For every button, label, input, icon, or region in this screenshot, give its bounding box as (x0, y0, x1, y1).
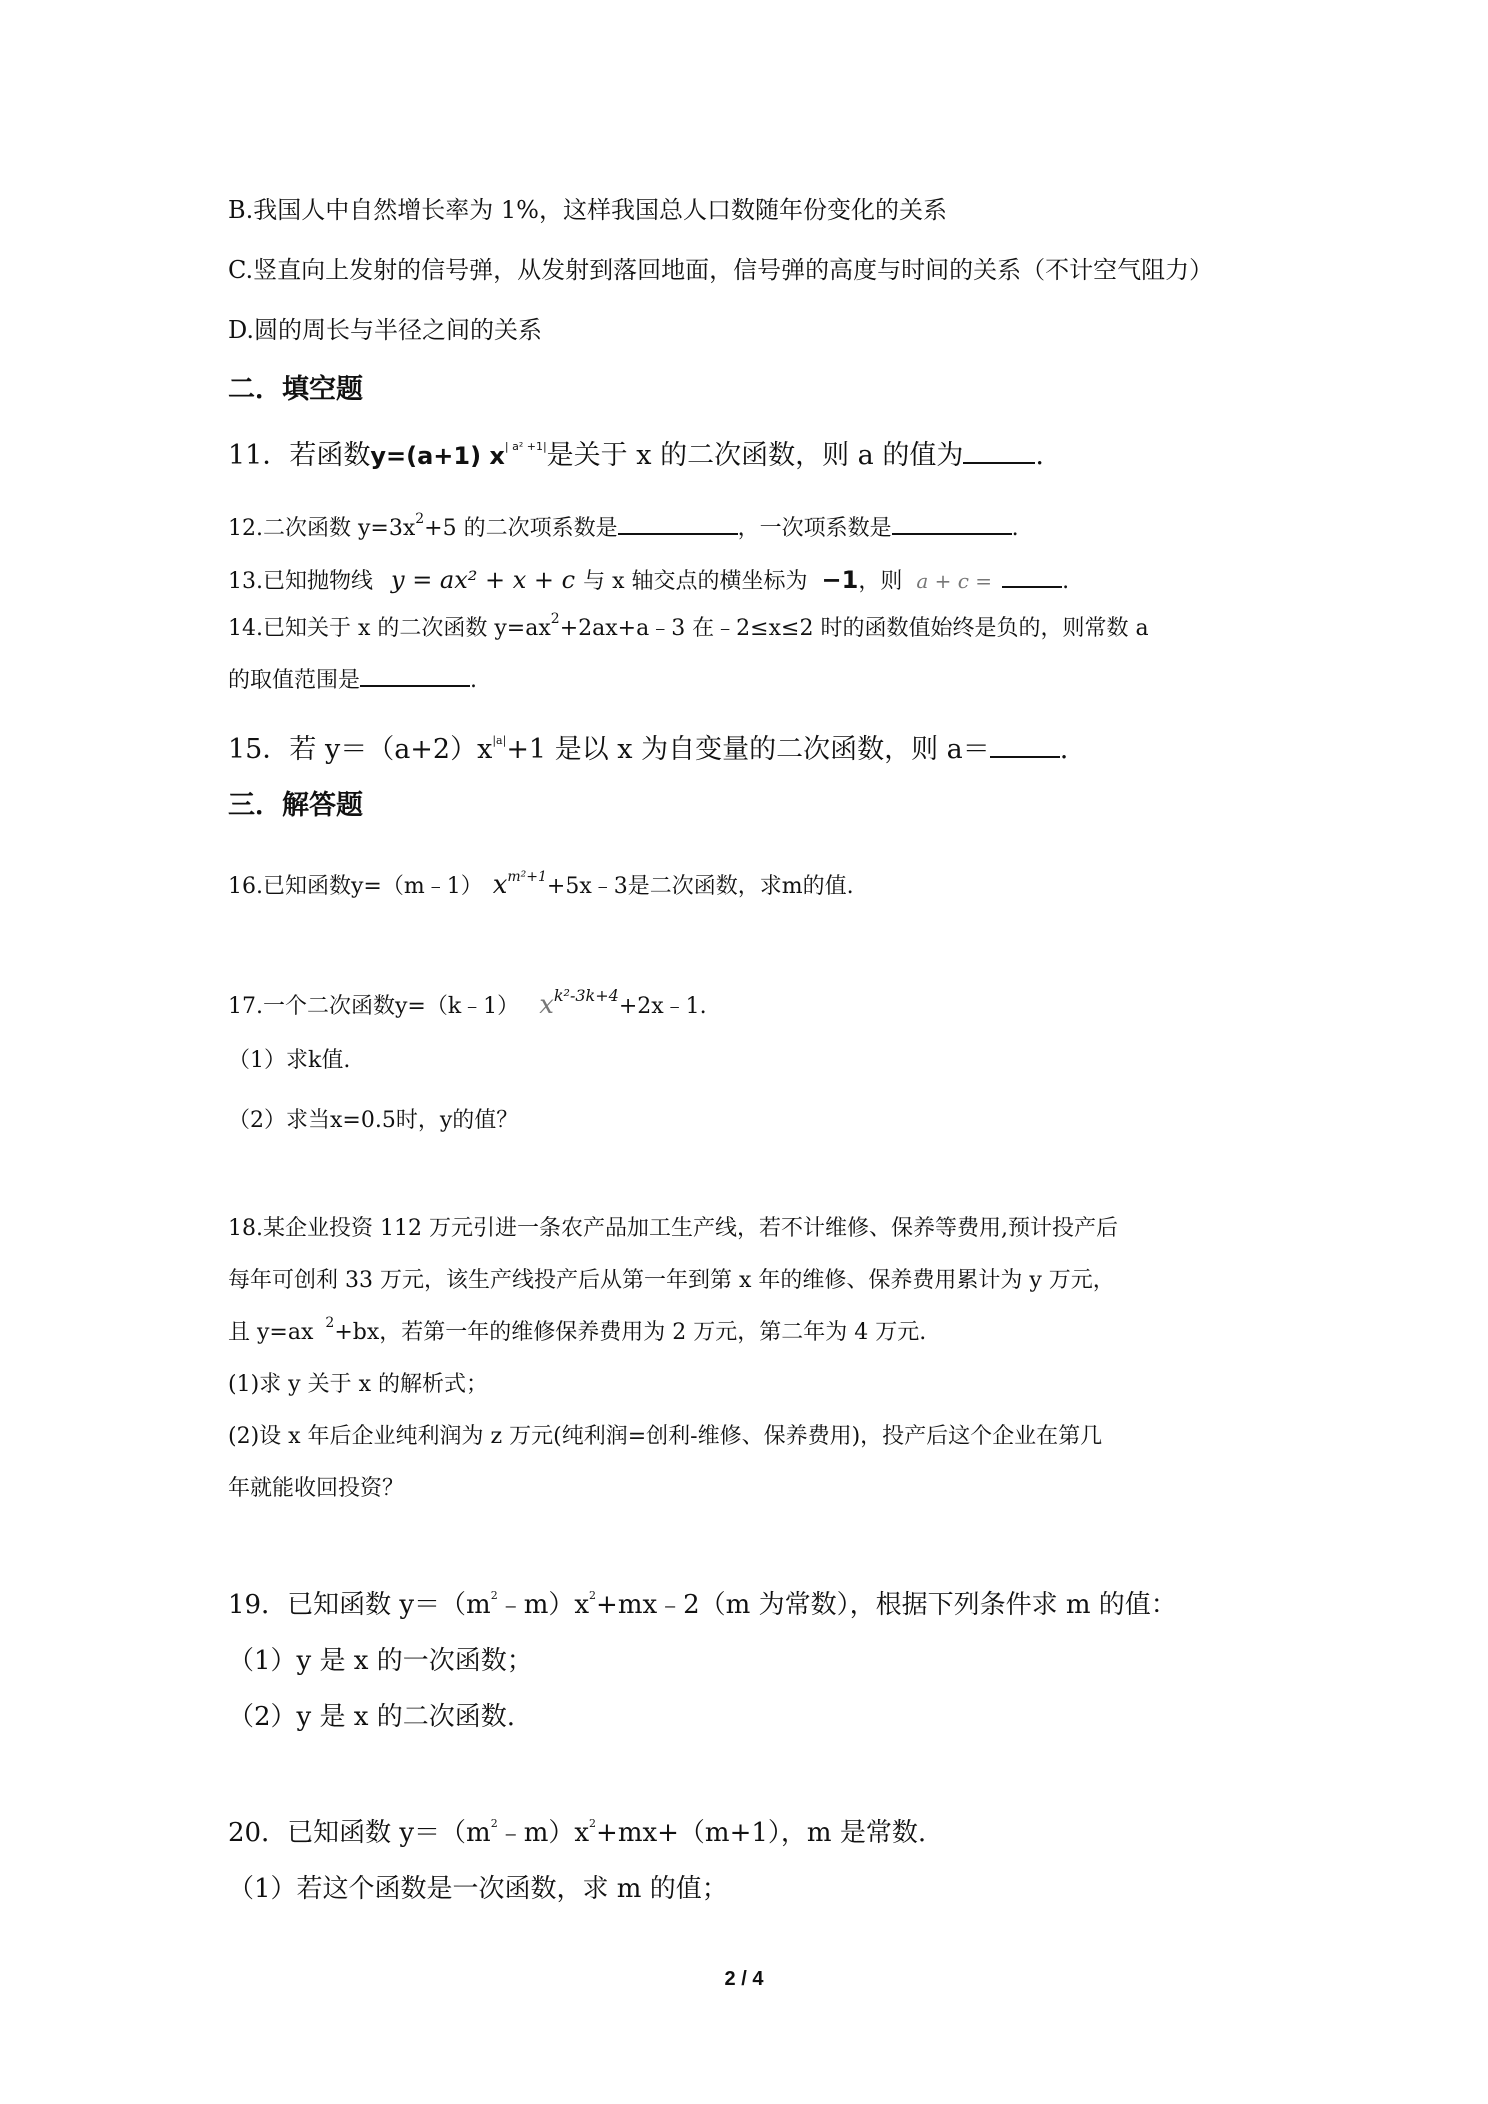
q18-line3-start: 且 y=ax (228, 1320, 314, 1345)
q14-superscript: 2 (550, 611, 560, 627)
q12-blank-1 (618, 532, 738, 535)
q13-value: −1 (821, 566, 859, 594)
q20-text-mid: ﹣m）x (497, 1818, 590, 1848)
q12-period: . (1011, 516, 1019, 541)
q13-answer-blank (1002, 585, 1062, 588)
q19-superscript-2: 2 (589, 1589, 597, 1602)
q12-text-start: 12.二次函数 y=3x (228, 516, 416, 541)
page-number: 2 / 4 (724, 1968, 764, 1990)
q19-text-mid: ﹣m）x (497, 1590, 590, 1620)
q16-text-start: 16.已知函数y=（m﹣1） (228, 874, 483, 899)
q15-period: . (1059, 734, 1069, 765)
question-18-line-1: 18.某企业投资 112 万元引进一条农产品加工生产线，若不计维修、保养等费用,预计投产后 (228, 1216, 1118, 1241)
q14-period: . (470, 668, 478, 693)
q14-text-start: 14.已知关于 x 的二次函数 y=ax (228, 616, 551, 641)
q13-text-mid: 与 x 轴交点的横坐标为 (583, 569, 808, 594)
q16-text-end: +5x﹣3是二次函数，求m的值. (546, 874, 854, 899)
q18-superscript: 2 (325, 1315, 335, 1331)
q12-text-mid2: ，一次项系数是 (737, 516, 892, 541)
question-20 (228, 1818, 926, 1849)
q19-text-start: 19．已知函数 y＝（m (228, 1590, 491, 1620)
question-16 (228, 870, 854, 901)
question-19-part-2: （2）y 是 x 的二次函数. (228, 1702, 515, 1732)
q12-text-mid: +5 的二次项系数是 (424, 516, 618, 541)
question-11 (228, 440, 1044, 472)
q13-text-start: 13.已知抛物线 (228, 569, 373, 594)
question-17-part-2: （2）求当x=0.5时，y的值？ (228, 1108, 519, 1133)
question-18-part-2b: 年就能收回投资？ (228, 1476, 405, 1501)
q12-blank-2 (892, 532, 1012, 535)
q11-formula: y=(a+1) x (370, 442, 505, 470)
section-heading-answer: 三．解答题 (228, 790, 363, 821)
q17-base: x (539, 990, 554, 1020)
q20-superscript-2: 2 (589, 1817, 597, 1830)
q20-text-start: 20．已知函数 y＝（m (228, 1818, 491, 1848)
q16-base: x (492, 870, 508, 900)
q19-superscript-1: 2 (490, 1589, 498, 1602)
q14-line2-text: 的取值范围是 (228, 668, 361, 693)
q15-text-end: +1 是以 x 为自变量的二次函数，则 a＝ (506, 734, 990, 765)
q17-text-start: 17.一个二次函数y=（k﹣1） (228, 994, 520, 1019)
q13-text-mid2: ，则 (858, 569, 903, 594)
option-b: B.我国人中自然增长率为 1%，这样我国总人口数随年份变化的关系 (228, 196, 947, 224)
question-18-part-1: (1)求 y 关于 x 的解析式； (228, 1372, 488, 1397)
q17-text-end: +2x﹣1. (618, 994, 707, 1019)
q13-period: . (1062, 569, 1070, 594)
question-18-part-2a: (2)设 x 年后企业纯利润为 z 万元(纯利润=创利-维修、保养费用)，投产后这个企业在第几 (228, 1424, 1103, 1449)
q15-superscript: |a| (492, 734, 507, 747)
q14-text-end: +2ax+a﹣3 在﹣2≤x≤2 时的函数值始终是负的，则常数 a (559, 616, 1149, 641)
option-d: D.圆的周长与半径之间的关系 (228, 316, 543, 344)
q11-answer-blank (963, 461, 1035, 464)
q15-text-start: 15．若 y＝（a+2）x (228, 734, 493, 765)
question-17-part-1: （1）求k值. (228, 1048, 351, 1073)
q11-period: . (1035, 440, 1044, 471)
question-15 (228, 734, 1068, 766)
question-19 (228, 1590, 1177, 1621)
q13-formula-2: a + c = (916, 569, 993, 593)
q13-formula: y = ax² + x + c (391, 566, 576, 594)
q11-text-end: 是关于 x 的二次函数，则 a 的值为 (546, 440, 964, 471)
q11-exponent: | a² +1| (504, 440, 547, 453)
question-18-line-3 (228, 1315, 927, 1346)
q14-answer-blank (360, 684, 470, 687)
question-14-line-2 (228, 668, 477, 694)
question-13 (228, 566, 1069, 595)
question-18-line-2: 每年可创利 33 万元，该生产线投产后从第一年到第 x 年的维修、保养费用累计为 y 万元， (228, 1268, 1115, 1293)
q19-text-end: +mx﹣2（m 为常数），根据下列条件求 m 的值： (596, 1590, 1177, 1620)
q20-superscript-1: 2 (490, 1817, 498, 1830)
q17-exponent: k²-3k+4 (553, 986, 619, 1005)
q20-text-end: +mx+（m+1），m 是常数. (596, 1818, 927, 1848)
q15-answer-blank (990, 755, 1060, 758)
question-20-part-1: （1）若这个函数是一次函数，求 m 的值； (228, 1874, 728, 1904)
question-17 (228, 986, 707, 1021)
question-14-line-1 (228, 611, 1149, 642)
question-19-part-1: （1）y 是 x 的一次函数； (228, 1646, 533, 1676)
q12-superscript: 2 (415, 511, 425, 527)
q18-line3-end: +bx，若第一年的维修保养费用为 2 万元，第二年为 4 万元. (334, 1320, 927, 1345)
option-c: C.竖直向上发射的信号弹，从发射到落回地面，信号弹的高度与时间的关系（不计空气阻力） (228, 256, 1214, 284)
q11-text-start: 11．若函数 (228, 440, 371, 471)
question-12 (228, 511, 1019, 542)
section-heading-fill-in: 二．填空题 (228, 374, 363, 405)
q16-exponent: m²+1 (507, 869, 547, 885)
